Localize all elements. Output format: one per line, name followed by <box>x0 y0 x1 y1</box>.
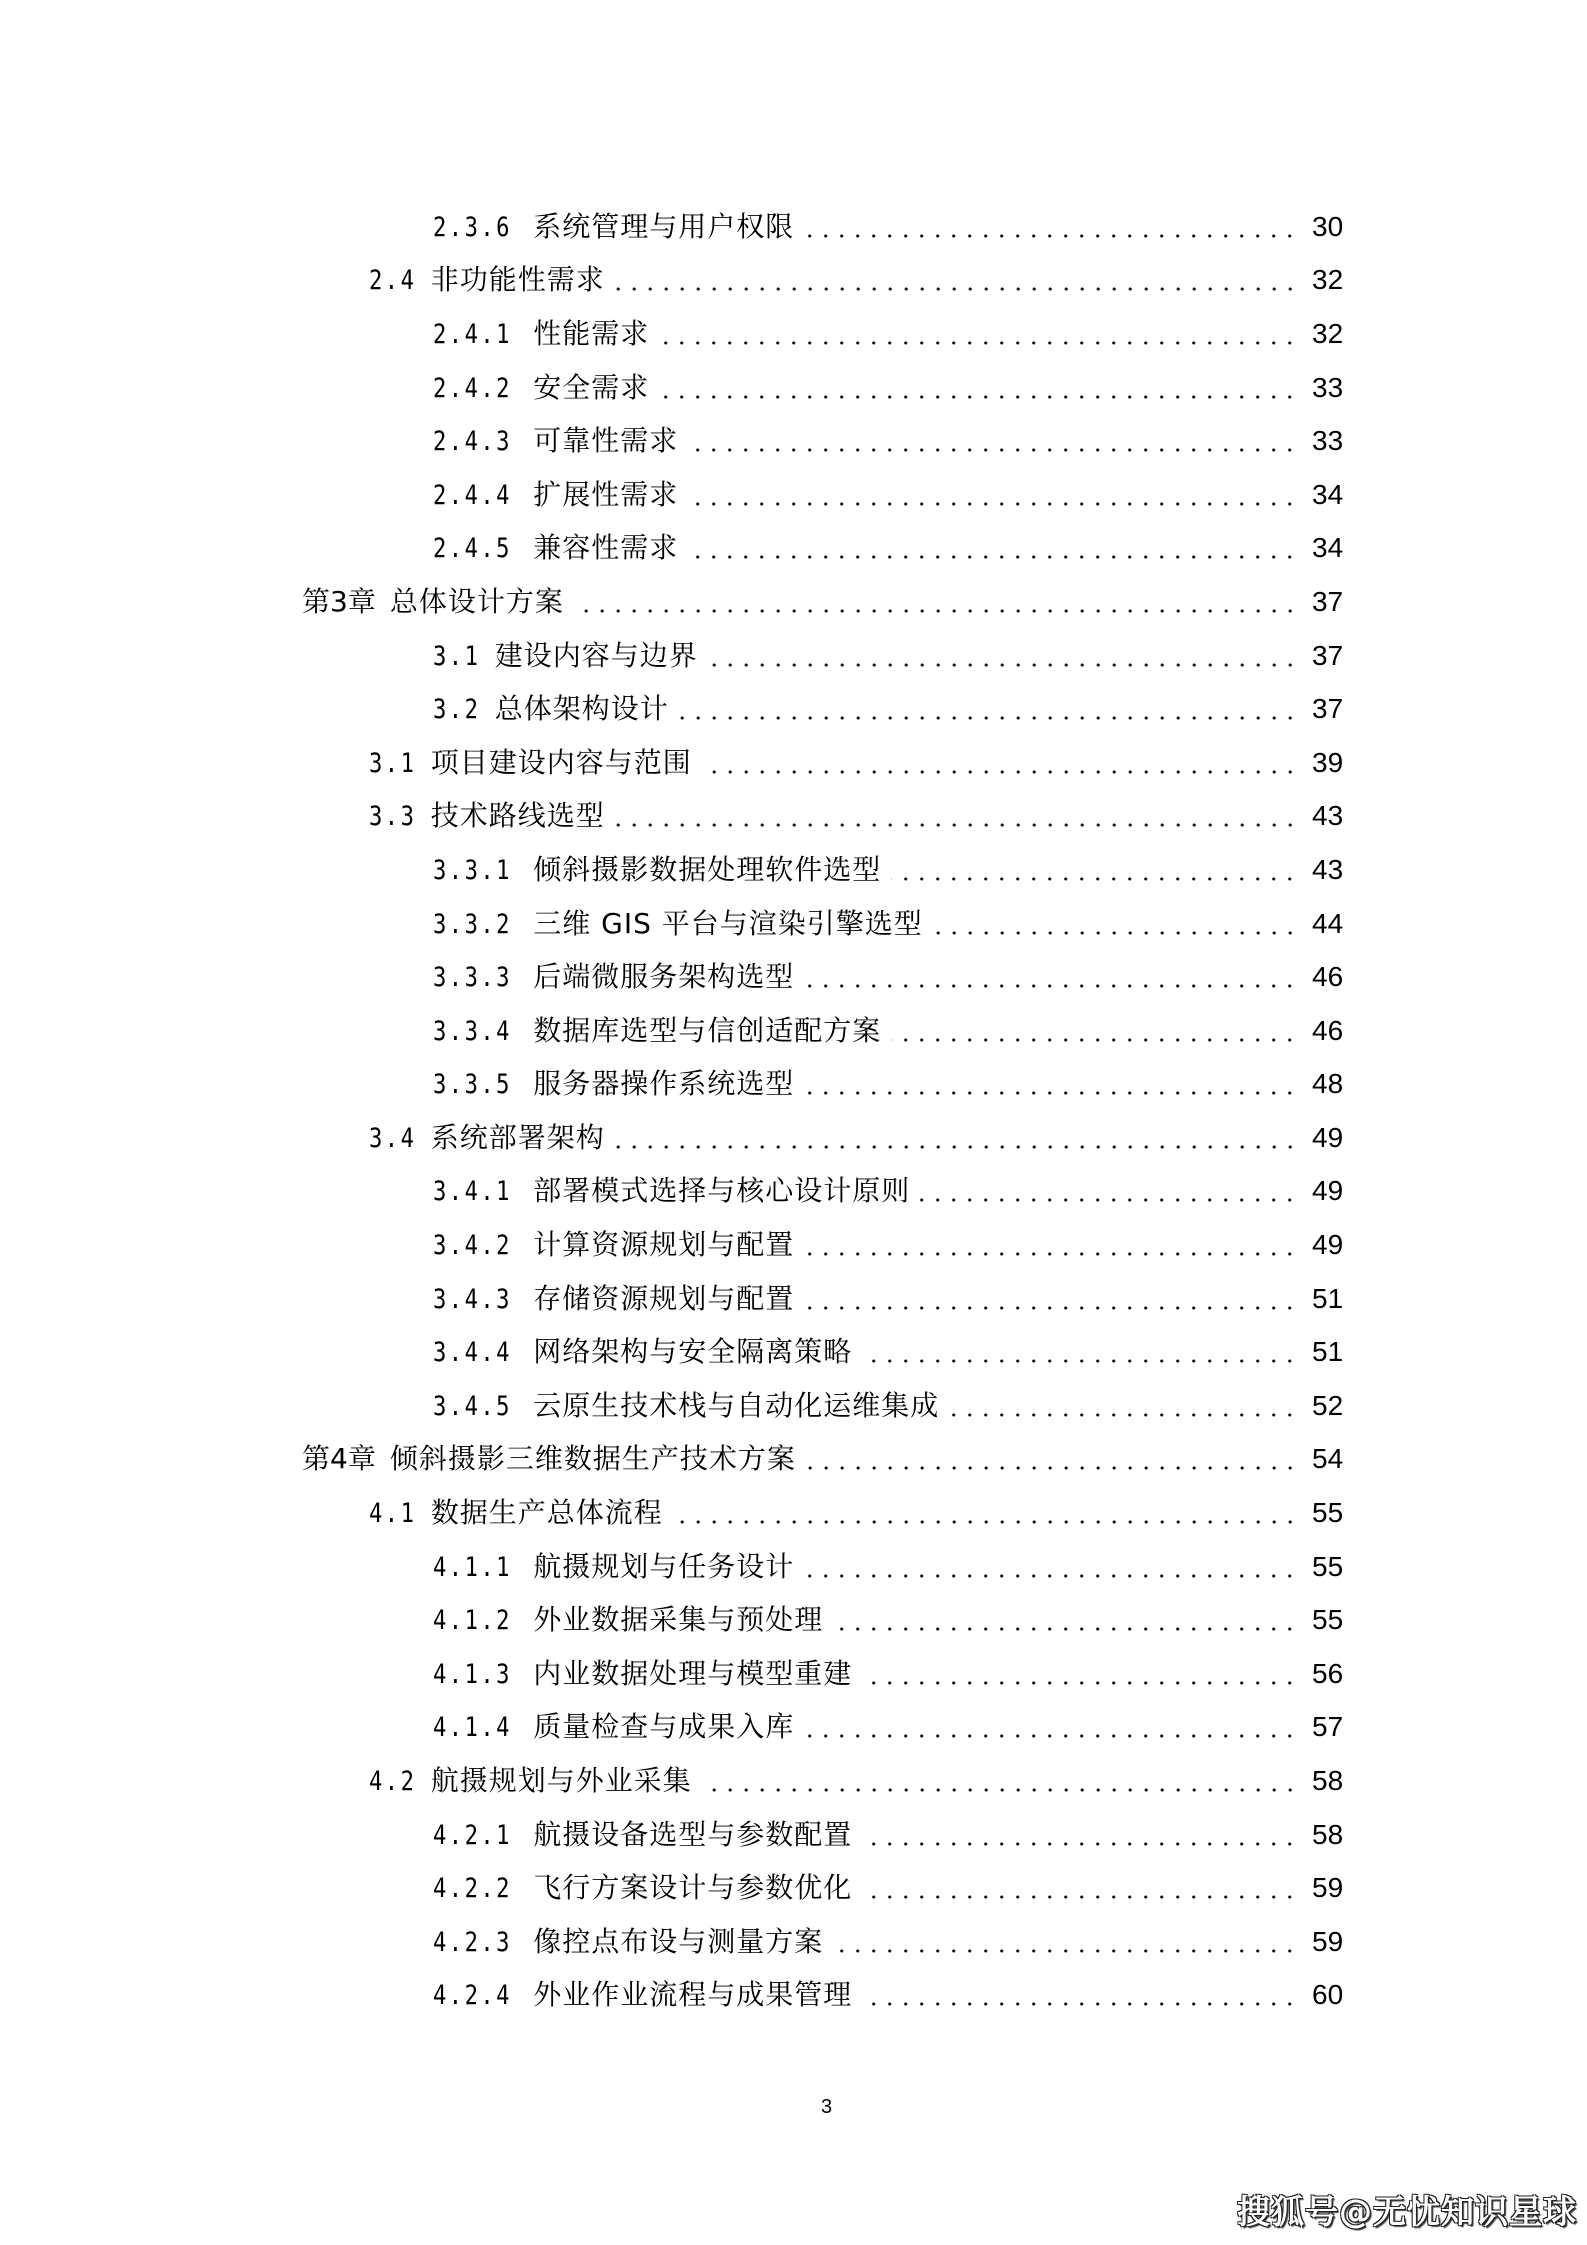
toc-entry-page: 54 <box>1312 1443 1344 1475</box>
toc-entry-number: 4.1 <box>369 1498 417 1530</box>
toc-entry-number: 4.1.1 <box>433 1551 512 1583</box>
toc-entry[interactable] <box>0 841 1587 895</box>
toc-entry[interactable] <box>0 1109 1587 1163</box>
toc-entry-title: 安全需求 <box>533 370 650 404</box>
toc-entry[interactable] <box>0 1270 1587 1324</box>
dot-leader <box>862 2002 1298 2006</box>
toc-entry[interactable] <box>0 520 1587 574</box>
dot-leader <box>659 341 1298 345</box>
toc-entry-page: 59 <box>1312 1925 1344 1957</box>
toc-entry[interactable] <box>0 734 1587 788</box>
toc-entry-page: 37 <box>1312 693 1344 725</box>
toc-entry[interactable] <box>0 1216 1587 1270</box>
toc-entry[interactable] <box>0 948 1587 1002</box>
dot-leader <box>862 1681 1298 1685</box>
dot-leader <box>804 1734 1298 1738</box>
dot-leader <box>688 448 1298 452</box>
toc-entry-number: 4.2.2 <box>433 1873 512 1905</box>
toc-entry-page: 55 <box>1312 1550 1344 1582</box>
toc-entry-title: 航摄规划与外业采集 <box>430 1764 692 1798</box>
toc-entry-page: 48 <box>1312 1068 1344 1100</box>
toc-entry-number: 4.2 <box>369 1766 417 1798</box>
toc-entry[interactable] <box>0 1967 1587 2021</box>
toc-entry-number: 3.4.4 <box>433 1337 512 1369</box>
dot-leader <box>702 770 1298 774</box>
toc-entry-page: 39 <box>1312 746 1344 778</box>
toc-entry-number: 3.3.2 <box>433 908 512 940</box>
toc-entry-page: 32 <box>1312 317 1344 349</box>
toc-entry-page: 37 <box>1312 639 1344 671</box>
toc-entry-number: 2.4.2 <box>433 372 512 404</box>
toc-entry-page: 55 <box>1312 1604 1344 1636</box>
toc-entry-number: 3.2 <box>433 694 481 726</box>
toc-entry[interactable] <box>0 1538 1587 1592</box>
toc-entry-number: 4.1.4 <box>433 1712 512 1744</box>
toc-entry[interactable] <box>0 1645 1587 1699</box>
dot-leader <box>574 609 1298 613</box>
dot-leader <box>806 1466 1298 1470</box>
dot-leader <box>804 1252 1298 1256</box>
toc-entry-title: 网络架构与安全隔离策略 <box>533 1335 853 1369</box>
dot-leader <box>679 716 1298 720</box>
toc-entry-number: 第4章 <box>302 1442 376 1476</box>
toc-entry[interactable] <box>0 305 1587 359</box>
toc-entry-number: 3.1 <box>433 640 481 672</box>
toc-entry-title: 数据库选型与信创适配方案 <box>533 1013 882 1047</box>
dot-leader <box>833 1627 1298 1631</box>
toc-entry-number: 4.2.4 <box>433 1980 512 2012</box>
toc-entry[interactable] <box>0 895 1587 949</box>
watermark: 搜狐号@无忧知识星球 <box>1237 2192 1577 2231</box>
toc-entry-title: 像控点布设与测量方案 <box>533 1924 824 1958</box>
toc-entry[interactable] <box>0 1913 1587 1967</box>
toc-entry-page: 51 <box>1312 1336 1344 1368</box>
toc-entry-number: 3.4 <box>369 1122 417 1154</box>
toc-entry-number: 4.1.3 <box>433 1658 512 1690</box>
dot-leader <box>702 1788 1298 1792</box>
dot-leader <box>891 1038 1298 1042</box>
toc-entry[interactable] <box>0 1699 1587 1753</box>
toc-entry-title: 技术路线选型 <box>430 799 605 833</box>
toc-entry-page: 51 <box>1312 1282 1344 1314</box>
toc-entry[interactable] <box>0 1591 1587 1645</box>
toc-entry-title: 可靠性需求 <box>533 424 679 458</box>
toc-entry-title: 三维 GIS 平台与渲染引擎选型 <box>533 906 923 940</box>
toc-entry-title: 计算资源规划与配置 <box>533 1228 795 1262</box>
toc-entry-page: 44 <box>1312 907 1344 939</box>
toc-entry[interactable] <box>0 1056 1587 1110</box>
dot-leader <box>615 823 1298 827</box>
toc-entry[interactable] <box>0 573 1587 627</box>
toc-entry-page: 46 <box>1312 1014 1344 1046</box>
dot-leader <box>659 395 1298 399</box>
dot-leader <box>673 1520 1298 1524</box>
toc-entry[interactable] <box>0 1002 1587 1056</box>
toc-entry-title: 倾斜摄影数据处理软件选型 <box>533 852 882 886</box>
toc-entry[interactable] <box>0 1323 1587 1377</box>
toc-entry-title: 部署模式选择与核心设计原则 <box>533 1174 911 1208</box>
toc-entry-page: 30 <box>1312 210 1344 242</box>
toc-entry-title: 服务器操作系统选型 <box>533 1067 795 1101</box>
toc-entry-title: 性能需求 <box>533 316 650 350</box>
dot-leader <box>804 234 1298 238</box>
toc-entry-number: 3.1 <box>369 747 417 779</box>
toc-entry[interactable] <box>0 412 1587 466</box>
toc-entry-number: 3.4.2 <box>433 1230 512 1262</box>
dot-leader <box>615 287 1298 291</box>
dot-leader <box>804 1574 1298 1578</box>
dot-leader <box>933 931 1298 935</box>
toc-entry-number: 4.2.1 <box>433 1819 512 1851</box>
toc-entry[interactable] <box>0 1431 1587 1485</box>
toc-entry[interactable] <box>0 1484 1587 1538</box>
toc-entry-number: 3.4.5 <box>433 1390 512 1422</box>
toc-entry-page: 60 <box>1312 1979 1344 2011</box>
toc-entry-page: 37 <box>1312 585 1344 617</box>
toc-entry-page: 59 <box>1312 1872 1344 1904</box>
toc-entry-page: 58 <box>1312 1818 1344 1850</box>
toc-entry-page: 34 <box>1312 532 1344 564</box>
toc-entry-title: 非功能性需求 <box>430 263 605 297</box>
toc-entry-title: 倾斜摄影三维数据生产技术方案 <box>389 1442 796 1476</box>
toc-entry[interactable] <box>0 1859 1587 1913</box>
dot-leader <box>804 1091 1298 1095</box>
toc-entry[interactable] <box>0 466 1587 520</box>
toc-entry[interactable] <box>0 788 1587 842</box>
toc-entry-title: 外业作业流程与成果管理 <box>533 1978 853 2012</box>
toc-entry-page: 52 <box>1312 1389 1344 1421</box>
toc-entry-title: 云原生技术栈与自动化运维集成 <box>533 1388 940 1422</box>
dot-leader <box>688 555 1298 559</box>
toc-entry-number: 4.2.3 <box>433 1926 512 1958</box>
toc-entry-title: 建设内容与边界 <box>494 638 698 672</box>
toc-entry-number: 3.3 <box>369 801 417 833</box>
toc-entry-title: 系统部署架构 <box>430 1120 605 1154</box>
toc-entry-title: 航摄规划与任务设计 <box>533 1549 795 1583</box>
toc-entry[interactable] <box>0 627 1587 681</box>
toc-entry-number: 2.4.5 <box>433 533 512 565</box>
dot-leader <box>891 877 1298 881</box>
dot-leader <box>804 1306 1298 1310</box>
toc-entry[interactable] <box>0 1806 1587 1860</box>
toc-entry-title: 总体设计方案 <box>389 584 564 618</box>
toc-entry-number: 3.4.3 <box>433 1283 512 1315</box>
toc-entry-title: 总体架构设计 <box>494 692 669 726</box>
toc-entry-number: 第3章 <box>302 584 376 618</box>
dot-leader <box>708 663 1298 667</box>
toc-entry-page: 33 <box>1312 371 1344 403</box>
toc-entry-title: 数据生产总体流程 <box>430 1496 663 1530</box>
dot-leader <box>833 1949 1298 1953</box>
toc-entry-page: 34 <box>1312 478 1344 510</box>
toc-entry-number: 3.3.1 <box>433 854 512 886</box>
toc-entry[interactable] <box>0 1163 1587 1217</box>
dot-leader <box>615 1145 1298 1149</box>
toc-entry-page: 55 <box>1312 1497 1344 1529</box>
dot-leader <box>862 1895 1298 1899</box>
toc-entry[interactable] <box>0 198 1587 252</box>
toc-entry-page: 49 <box>1312 1175 1344 1207</box>
toc-entry-number: 2.4.1 <box>433 318 512 350</box>
toc-entry-page: 49 <box>1312 1121 1344 1153</box>
toc-entry-number: 4.1.2 <box>433 1605 512 1637</box>
dot-leader <box>862 1359 1298 1363</box>
dot-leader <box>804 984 1298 988</box>
table-of-contents <box>0 198 1587 2020</box>
toc-entry-number: 3.3.4 <box>433 1015 512 1047</box>
toc-entry-title: 飞行方案设计与参数优化 <box>533 1871 853 1905</box>
toc-entry[interactable] <box>0 359 1587 413</box>
toc-entry-title: 后端微服务架构选型 <box>533 960 795 994</box>
dot-leader <box>862 1842 1298 1846</box>
toc-entry-page: 33 <box>1312 425 1344 457</box>
toc-entry-page: 58 <box>1312 1765 1344 1797</box>
toc-entry-page: 57 <box>1312 1711 1344 1743</box>
toc-entry-title: 航摄设备选型与参数配置 <box>533 1817 853 1851</box>
toc-entry-page: 46 <box>1312 961 1344 993</box>
toc-entry-page: 49 <box>1312 1229 1344 1261</box>
toc-entry-title: 项目建设内容与范围 <box>430 745 692 779</box>
footer-page-number: 3 <box>821 2096 833 2118</box>
dot-leader <box>949 1413 1298 1417</box>
toc-entry[interactable] <box>0 252 1587 306</box>
toc-entry[interactable] <box>0 680 1587 734</box>
toc-entry-number: 2.3.6 <box>433 211 512 243</box>
toc-entry-number: 3.3.5 <box>433 1069 512 1101</box>
toc-entry-page: 43 <box>1312 800 1344 832</box>
toc-entry[interactable] <box>0 1752 1587 1806</box>
toc-entry-number: 2.4.4 <box>433 479 512 511</box>
toc-entry-page: 32 <box>1312 264 1344 296</box>
toc-entry-title: 存储资源规划与配置 <box>533 1281 795 1315</box>
toc-entry-title: 系统管理与用户权限 <box>533 209 795 243</box>
toc-entry-page: 56 <box>1312 1657 1344 1689</box>
toc-entry-title: 质量检查与成果入库 <box>533 1710 795 1744</box>
toc-entry-number: 3.4.1 <box>433 1176 512 1208</box>
toc-entry-number: 2.4.3 <box>433 426 512 458</box>
toc-entry-title: 扩展性需求 <box>533 477 679 511</box>
toc-entry-title: 内业数据处理与模型重建 <box>533 1656 853 1690</box>
dot-leader <box>920 1198 1298 1202</box>
toc-entry[interactable] <box>0 1377 1587 1431</box>
toc-entry-page: 43 <box>1312 853 1344 885</box>
toc-entry-number: 2.4 <box>369 265 417 297</box>
dot-leader <box>688 502 1298 506</box>
toc-entry-title: 外业数据采集与预处理 <box>533 1603 824 1637</box>
toc-entry-number: 3.3.3 <box>433 962 512 994</box>
toc-entry-title: 兼容性需求 <box>533 531 679 565</box>
